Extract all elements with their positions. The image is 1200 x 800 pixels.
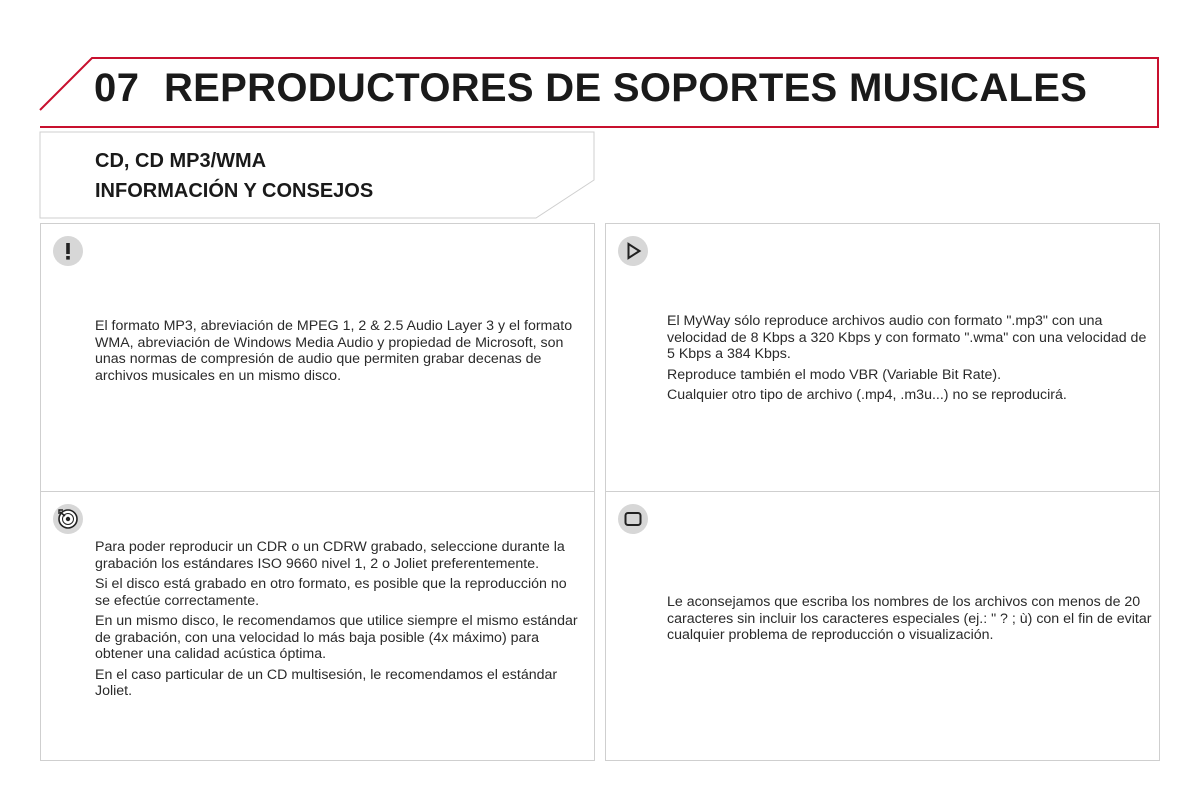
section-title-line1: CD, CD MP3/WMA	[95, 150, 267, 172]
panel-text	[95, 318, 585, 388]
paragraph: El formato MP3, abreviación de MPEG 1, 2 & 2.5 Audio Layer 3 y el formato WMA, abreviación de Windows Media Audio y propiedad de Microsoft, son unas normas de compresión de audio que permiten grabar decenas de archivos musicales en un mismo disco.	[95, 318, 573, 384]
play-icon	[618, 236, 648, 266]
paragraph: El MyWay sólo reproduce archivos audio con formato ".mp3" con una velocidad de 8 Kbps a 320 Kbps y con formato ".wma" con una velocidad de 5 Kbps a 384 Kbps.	[667, 313, 1147, 362]
paragraph: Si el disco está grabado en otro formato, es posible que la reproducción no se efectúe correctamente.	[95, 576, 567, 609]
chapter-number: 07	[94, 66, 140, 110]
info-panel-file-names	[605, 491, 1160, 761]
paragraph: Cualquier otro tipo de archivo (.mp4, .m3u...) no se reproducirá.	[667, 387, 1067, 403]
disc-icon	[53, 504, 83, 534]
chapter-title: REPRODUCTORES DE SOPORTES MUSICALES	[164, 66, 1088, 110]
paragraph: Le aconsejamos que escriba los nombres de los archivos con menos de 20 caracteres sin incluir los caracteres especiales (ej.: " ? ; ù) con el fin de evitar cualquier problema de reproducción o visualización.	[667, 594, 1152, 643]
info-panel-cd-burning	[40, 491, 595, 761]
panel-text	[667, 594, 1152, 648]
chapter-header	[0, 0, 1200, 130]
panel-text	[95, 539, 585, 704]
section-frame	[0, 130, 600, 220]
paragraph: En un mismo disco, le recomendamos que utilice siempre el mismo estándar de grabación, con una velocidad lo más baja posible (4x máximo) para obtener una calidad acústica óptima.	[95, 613, 578, 662]
screen-icon	[618, 504, 648, 534]
exclamation-icon	[53, 236, 83, 266]
paragraph: Reproduce también el modo VBR (Variable Bit Rate).	[667, 366, 1002, 383]
info-panel-supported-formats	[605, 223, 1160, 493]
paragraph: En el caso particular de un CD multisesión, le recomendamos el estándar Joliet.	[95, 666, 558, 699]
info-panel-mp3-format	[40, 223, 595, 493]
panel-text	[667, 313, 1152, 408]
section-title-line2: INFORMACIÓN Y CONSEJOS	[95, 180, 374, 202]
paragraph: Para poder reproducir un CDR o un CDRW grabado, seleccione durante la grabación los estándares ISO 9660 nivel 1, 2 o Joliet preferentemente.	[95, 539, 565, 572]
